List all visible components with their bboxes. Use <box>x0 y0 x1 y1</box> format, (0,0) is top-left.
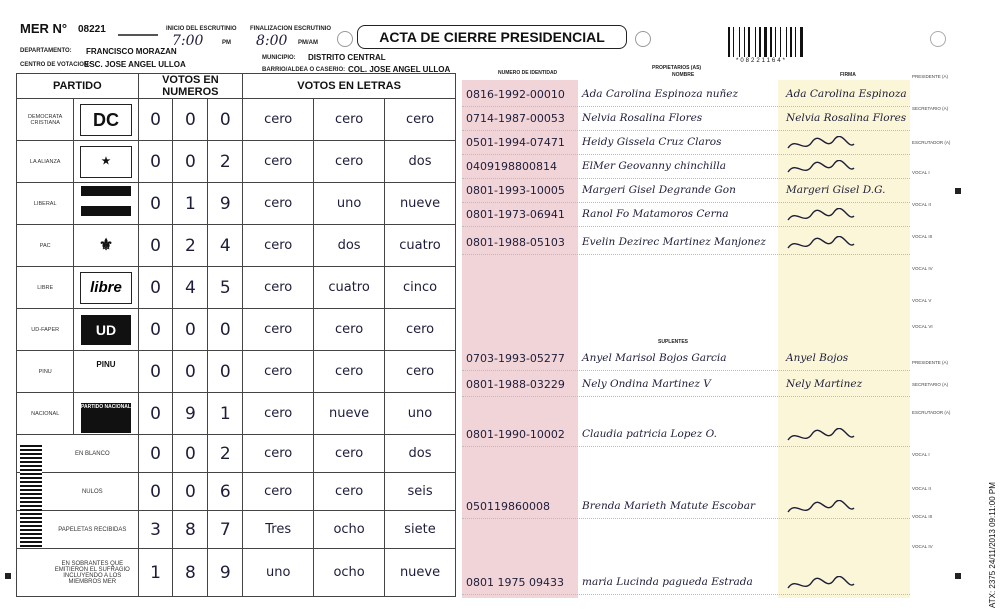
member-name: ElMer Geovanny chinchilla <box>582 160 726 172</box>
role-label: PRESIDENTE (A) <box>912 74 949 79</box>
vote-digit: 0 <box>138 393 173 435</box>
vote-word: cero <box>314 99 385 141</box>
vote-digit: 9 <box>208 183 243 225</box>
total-digit: 1 <box>138 549 173 597</box>
role-label: VOCAL II <box>912 486 931 491</box>
vote-word: cero <box>385 99 456 141</box>
owners-header: PROPIETARIOS (AS) <box>652 65 702 71</box>
party-logo-cell <box>74 309 138 351</box>
vote-digit: 0 <box>138 183 173 225</box>
total-digit: 3 <box>138 511 173 549</box>
member-row-line <box>462 446 910 447</box>
totals-row <box>17 511 456 549</box>
vote-word: cero <box>243 267 314 309</box>
village-value: COL. JOSE ANGEL ULLOA <box>348 65 451 74</box>
party-row <box>17 351 456 393</box>
barcode-bar <box>795 27 796 57</box>
barcode-bar <box>777 27 779 57</box>
role-label: ESCRUTADOR (A) <box>912 410 951 415</box>
suplentes-header: SUPLENTES <box>658 339 689 345</box>
role-label: VOCAL IV <box>912 266 933 271</box>
vote-digit: 0 <box>173 141 208 183</box>
barcode-bar <box>751 27 754 57</box>
end-ampm: PM/AM <box>298 40 318 46</box>
member-name: Nelvia Rosalina Flores <box>582 112 703 124</box>
total-digit: 9 <box>208 549 243 597</box>
party-logo: libre <box>80 272 132 304</box>
party-row <box>17 267 456 309</box>
total-digit: 0 <box>138 435 173 473</box>
vote-word: cero <box>243 351 314 393</box>
party-logo-cell <box>74 225 138 267</box>
signature-scribble <box>786 136 856 154</box>
role-label: SECRETARIO (A) <box>912 382 949 387</box>
member-row-line <box>462 154 910 155</box>
vote-word: nueve <box>385 183 456 225</box>
total-word: ocho <box>314 511 385 549</box>
barcode-bar <box>762 27 763 57</box>
party-logo: PARTIDO NACIONAL <box>81 403 131 433</box>
member-signature: Nely Martinez <box>786 378 863 390</box>
total-word: Tres <box>243 511 314 549</box>
party-logo-cell <box>74 183 138 225</box>
party-row <box>17 99 456 141</box>
vote-digit: 1 <box>173 183 208 225</box>
member-id: 0801-1993-10005 <box>466 184 565 197</box>
total-word: siete <box>385 511 456 549</box>
vote-word: dos <box>314 225 385 267</box>
corner-circle <box>930 31 946 47</box>
signature-scribble <box>786 208 856 226</box>
total-digit: 0 <box>138 473 173 511</box>
member-name: Ranol Fo Matamoros Cerna <box>582 208 729 220</box>
barcode-bar <box>735 27 738 57</box>
village-label: BARRIO/ALDEA O CASERIO: <box>262 67 346 73</box>
left-barcode <box>20 445 42 547</box>
party-row <box>17 183 456 225</box>
member-name: Nely Ondina Martinez V <box>582 378 711 390</box>
member-row-line <box>462 518 910 519</box>
total-digit: 7 <box>208 511 243 549</box>
vote-digit: 4 <box>173 267 208 309</box>
vote-digit: 0 <box>208 351 243 393</box>
member-name: Evelin Dezirec Martinez Manjonez <box>582 236 766 248</box>
barcode-text: *08221164* <box>736 58 787 64</box>
corner-mark <box>5 573 11 579</box>
department-value: FRANCISCO MORAZAN <box>86 47 177 56</box>
signature-scribble <box>786 160 856 178</box>
vote-word: cero <box>314 351 385 393</box>
barcode-bar <box>755 27 756 57</box>
vote-digit: 0 <box>138 99 173 141</box>
signature-scribble <box>786 576 856 594</box>
vote-word: cuatro <box>385 225 456 267</box>
start-ampm: PM <box>222 40 231 46</box>
vote-word: cero <box>314 141 385 183</box>
municipality-label: MUNICIPIO: <box>262 55 296 61</box>
member-id: 0801-1988-03229 <box>466 378 565 391</box>
vote-digit: 1 <box>208 393 243 435</box>
member-signature: Nelvia Rosalina Flores <box>786 112 907 124</box>
barcode-bar <box>744 27 745 57</box>
party-name: PAC <box>17 225 74 267</box>
signature-header: FIRMA <box>840 72 856 78</box>
party-name: DEMOCRATA CRISTIANA <box>17 99 74 141</box>
total-digit: 0 <box>173 473 208 511</box>
party-logo-cell <box>74 393 138 435</box>
member-name: Margeri Gisel Degrande Gon <box>582 184 736 196</box>
vote-word: cero <box>385 309 456 351</box>
total-digit: 2 <box>208 435 243 473</box>
member-id: 0801-1973-06941 <box>466 208 565 221</box>
barcode-bar <box>780 27 781 57</box>
vote-digit: 0 <box>173 309 208 351</box>
member-row-line <box>462 254 910 255</box>
totals-row <box>17 473 456 511</box>
party-row <box>17 141 456 183</box>
corner-mark-right <box>955 573 961 579</box>
barcode-bar <box>782 27 785 57</box>
title-circle-left <box>337 31 353 47</box>
role-label: VOCAL VI <box>912 324 933 329</box>
title-circle-right <box>635 31 651 47</box>
vote-digit: 0 <box>208 99 243 141</box>
barcode-bar <box>733 27 734 57</box>
totals-label: NULOS <box>17 473 139 511</box>
member-name: Ada Carolina Espinoza nuñez <box>582 88 738 100</box>
start-time: 7:00 <box>172 33 204 49</box>
party-name: NACIONAL <box>17 393 74 435</box>
end-label: FINALIZACION ESCRUTINIO <box>250 26 331 32</box>
barcode-bar <box>773 27 774 57</box>
role-label: SECRETARIO (A) <box>912 106 949 111</box>
municipality-value: DISTRITO CENTRAL <box>308 53 386 62</box>
center-value: ESC. JOSE ANGEL ULLOA <box>84 60 186 69</box>
end-time: 8:00 <box>256 33 288 49</box>
barcode-bar <box>775 27 776 57</box>
barcode-bar <box>790 27 792 57</box>
role-label: VOCAL I <box>912 170 930 175</box>
total-word: cero <box>314 473 385 511</box>
corner-mark-right <box>955 188 961 194</box>
member-name: maria Lucinda pagueda Estrada <box>582 576 753 588</box>
barcode-bar <box>746 27 747 57</box>
party-name: LIBERAL <box>17 183 74 225</box>
timestamp-stamp: ATX: 2375 24/11/2013 09:11:00 PM <box>988 482 997 608</box>
mer-number: 08221 <box>78 24 106 35</box>
vote-digit: 9 <box>173 393 208 435</box>
member-id: 0801 1975 09433 <box>466 576 564 589</box>
pac-logo: ⚜ <box>98 236 114 254</box>
role-label: ESCRUTADOR (A) <box>912 140 951 145</box>
vote-word: cero <box>243 99 314 141</box>
member-id: 050119860008 <box>466 500 550 513</box>
party-logo: UD <box>81 315 131 345</box>
barcode-bar <box>748 27 750 57</box>
member-row-line <box>462 396 910 397</box>
member-row-line <box>462 130 910 131</box>
total-digit: 0 <box>173 435 208 473</box>
document-title: ACTA DE CIERRE PRESIDENCIAL <box>357 25 627 49</box>
member-row-line <box>462 178 910 179</box>
barcode-bar <box>788 27 789 57</box>
barcode-bar <box>759 27 761 57</box>
party-name: UD-FAPER <box>17 309 74 351</box>
party-logo-cell <box>74 99 138 141</box>
total-word: cero <box>243 473 314 511</box>
role-label: VOCAL IV <box>912 544 933 549</box>
department-label: DEPARTAMENTO: <box>20 48 72 54</box>
vote-word: dos <box>385 141 456 183</box>
totals-label: EN SOBRANTES QUE EMITIERON EL SUFRAGIO INCLUYENDO A LOS MIEMBROS MER <box>17 549 139 597</box>
barcode-bar <box>804 27 805 57</box>
member-id: 0409198800814 <box>466 160 557 173</box>
totals-label: PAPELETAS RECIBIDAS <box>17 511 139 549</box>
vote-word: cero <box>385 351 456 393</box>
member-id: 0501-1994-07471 <box>466 136 565 149</box>
center-label: CENTRO DE VOTACION: <box>20 62 91 68</box>
barcode-bar <box>741 27 743 57</box>
vote-word: cinco <box>385 267 456 309</box>
total-digit: 8 <box>173 549 208 597</box>
party-logo-cell <box>74 141 138 183</box>
barcode-bar <box>728 27 730 57</box>
start-label: INICIO DEL ESCRUTINIO <box>166 26 237 32</box>
member-row-line <box>462 594 910 595</box>
member-name: Heidy Gissela Cruz Claros <box>582 136 722 148</box>
party-row <box>17 393 456 435</box>
member-name: Anyel Marisol Bojos Garcia <box>582 352 727 364</box>
totals-label: EN BLANCO <box>17 435 139 473</box>
vote-digit: 5 <box>208 267 243 309</box>
vote-digit: 0 <box>138 267 173 309</box>
vote-word: cero <box>243 309 314 351</box>
vote-digit: 0 <box>173 351 208 393</box>
member-row-line <box>462 370 910 371</box>
vote-digit: 0 <box>138 225 173 267</box>
signature-scribble <box>786 500 856 518</box>
member-id: 0703-1993-05277 <box>466 352 565 365</box>
signature-scribble <box>786 236 856 254</box>
vote-word: nueve <box>314 393 385 435</box>
vote-digit: 0 <box>173 99 208 141</box>
signature-scribble <box>786 428 856 446</box>
party-logo: DC <box>80 104 132 136</box>
vote-digit: 0 <box>208 309 243 351</box>
name-header: NOMBRE <box>672 72 695 78</box>
total-word: cero <box>243 435 314 473</box>
vote-digit: 0 <box>138 351 173 393</box>
barcode-bar <box>786 27 787 57</box>
totals-row <box>17 549 456 597</box>
vote-word: uno <box>385 393 456 435</box>
party-row <box>17 225 456 267</box>
total-digit: 6 <box>208 473 243 511</box>
cne-logo <box>118 24 158 36</box>
id-column <box>462 80 578 598</box>
party-logo-cell <box>74 351 138 393</box>
member-signature: Ada Carolina Espinoza <box>786 88 907 100</box>
numbers-header: VOTOS EN NUMEROS <box>138 74 243 99</box>
barcode-bar <box>731 27 732 57</box>
member-id: 0801-1988-05103 <box>466 236 565 249</box>
barcode-bar <box>764 27 767 57</box>
vote-digit: 0 <box>138 141 173 183</box>
total-word: nueve <box>385 549 456 597</box>
role-label: VOCAL I <box>912 452 930 457</box>
vote-word: cero <box>243 141 314 183</box>
member-row-line <box>462 202 910 203</box>
party-header: PARTIDO <box>17 74 139 99</box>
party-name: LA ALIANZA <box>17 141 74 183</box>
vote-word: cero <box>243 183 314 225</box>
letters-header: VOTOS EN LETRAS <box>243 74 456 99</box>
votes-table <box>16 73 456 597</box>
vote-word: cuatro <box>314 267 385 309</box>
party-name: PINU <box>17 351 74 393</box>
barcode-bar <box>800 27 803 57</box>
total-word: seis <box>385 473 456 511</box>
barcode <box>728 27 828 57</box>
party-name: LIBRE <box>17 267 74 309</box>
role-label: VOCAL II <box>912 202 931 207</box>
party-row <box>17 309 456 351</box>
barcode-bar <box>770 27 772 57</box>
total-word: ocho <box>314 549 385 597</box>
role-label: VOCAL III <box>912 514 933 519</box>
total-word: cero <box>314 435 385 473</box>
vote-digit: 2 <box>173 225 208 267</box>
totals-row <box>17 435 456 473</box>
member-signature: Margeri Gisel D.G. <box>786 184 886 196</box>
id-header: NUMERO DE IDENTIDAD <box>498 70 558 76</box>
vote-word: cero <box>314 309 385 351</box>
party-logo: PINU <box>96 359 116 369</box>
role-label: VOCAL V <box>912 298 932 303</box>
member-row-line <box>462 226 910 227</box>
vote-digit: 2 <box>208 141 243 183</box>
member-name: Claudia patricia Lopez O. <box>582 428 717 440</box>
alianza-logo: ★ <box>80 146 132 178</box>
member-name: Brenda Marieth Matute Escobar <box>582 500 755 512</box>
role-label: PRESIDENTE (A) <box>912 360 949 365</box>
vote-word: cero <box>243 225 314 267</box>
liberal-logo <box>81 186 131 216</box>
member-signature: Anyel Bojos <box>786 352 849 364</box>
barcode-bar <box>757 27 758 57</box>
vote-digit: 0 <box>138 309 173 351</box>
total-word: uno <box>243 549 314 597</box>
total-word: dos <box>385 435 456 473</box>
member-id: 0714-1987-00053 <box>466 112 565 125</box>
barcode-bar <box>797 27 799 57</box>
vote-word: uno <box>314 183 385 225</box>
member-id: 0801-1990-10002 <box>466 428 565 441</box>
member-row-line <box>462 106 910 107</box>
vote-digit: 4 <box>208 225 243 267</box>
total-digit: 8 <box>173 511 208 549</box>
barcode-bar <box>793 27 794 57</box>
barcode-bar <box>739 27 740 57</box>
party-logo-cell <box>74 267 138 309</box>
member-id: 0816-1992-00010 <box>466 88 565 101</box>
vote-word: cero <box>243 393 314 435</box>
barcode-bar <box>768 27 769 57</box>
role-label: VOCAL III <box>912 234 933 239</box>
mer-label: MER N° <box>20 21 68 36</box>
